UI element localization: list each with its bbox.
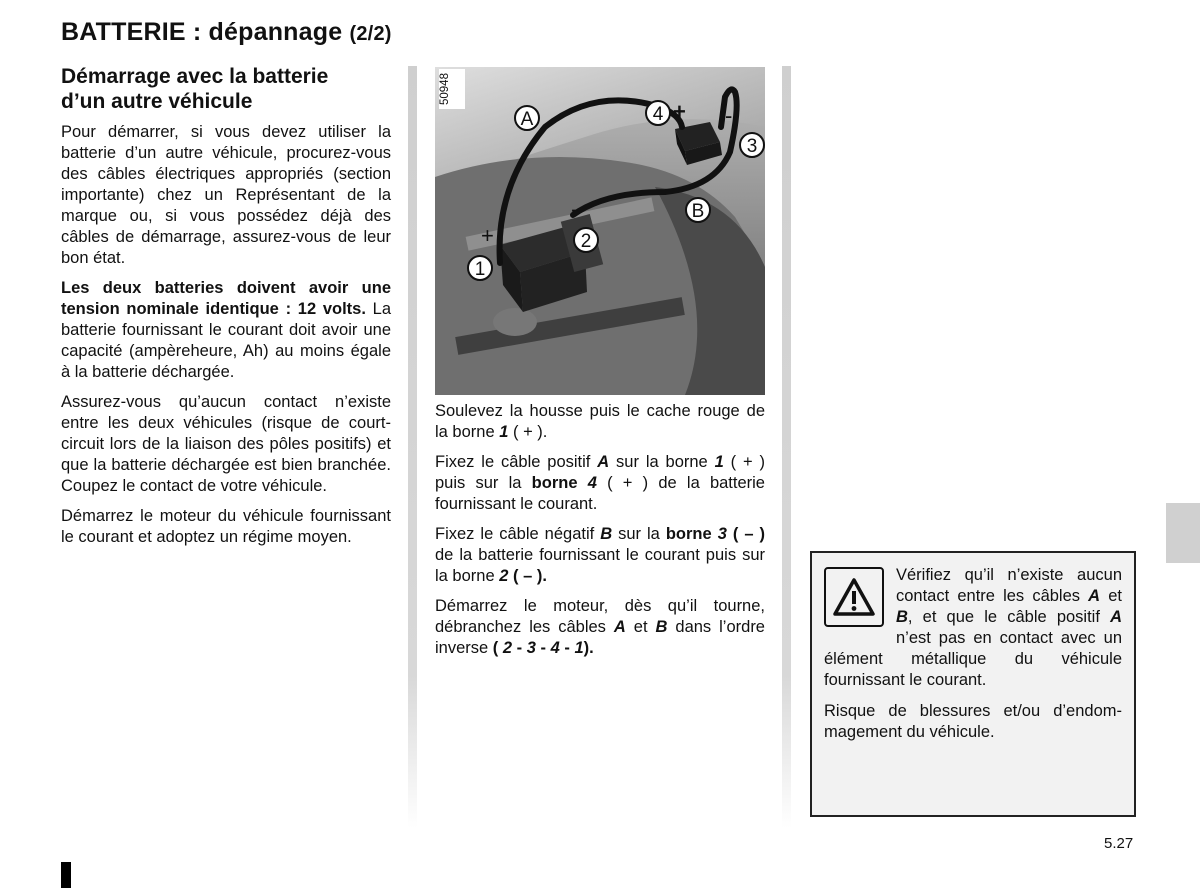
discharged-plus-sign: + <box>481 223 494 248</box>
donor-minus-sign: - <box>725 103 733 128</box>
terminal-1-sign: ( + ). <box>508 423 548 441</box>
warning-triangle-icon <box>824 567 884 627</box>
page-title <box>61 18 392 47</box>
column-divider-right <box>782 66 791 828</box>
terminal-1-ref: 1 <box>499 423 509 441</box>
paragraph-contact: Assurez-vous qu’aucun contact n’existe entre les deux véhicules (risque de court-circuit lors de la liaison des pôles positifs) et que la batterie déchargée est bien branchée. Coupez le contact de votre véhicule. <box>61 393 391 495</box>
paragraph-start-engine: Démarrez le moteur du véhicule fournissant le courant et adoptez un régime moyen. <box>61 507 391 546</box>
page-title-suffix: (2/2) <box>349 23 392 45</box>
section-title <box>61 64 391 114</box>
left-column <box>61 64 391 557</box>
engine-part <box>493 308 537 336</box>
warning-cable-A: A <box>1088 587 1101 605</box>
negative-cable-text-2: sur la <box>612 525 666 543</box>
page-number: 5.27 <box>1104 835 1134 852</box>
terminal-1-ref-2: 1 <box>714 453 724 471</box>
terminal-2-sign: ( – ). <box>508 567 547 585</box>
sequence-1: 1 <box>574 639 584 657</box>
jump-start-illustration <box>435 67 765 395</box>
discharged-minus-sign: - <box>571 196 579 223</box>
terminal-3-sign: ( – ) <box>726 525 765 543</box>
disconnect-text-2: dans l’ordre inverse <box>435 618 765 657</box>
column-divider-left <box>408 66 417 828</box>
disconnect-text: Démarrez le moteur, dès qu’il tourne, débranchez les câbles <box>435 597 765 636</box>
callout-A <box>515 106 539 130</box>
warning-box <box>810 551 1136 817</box>
paragraph-voltage <box>61 278 391 383</box>
callout-3-label: 3 <box>746 136 758 157</box>
callout-1-label: 1 <box>474 259 486 280</box>
callout-2-label: 2 <box>580 231 592 252</box>
donor-plus-sign: + <box>673 99 686 124</box>
warning-cable-A-2: A <box>1110 608 1122 626</box>
warning-text-3: n’est pas en contact avec un élément métallique du véhicule fournissant le courant. <box>824 629 1122 689</box>
negative-cable-text: Fixez le câble négatif <box>435 525 601 543</box>
callout-A-label: A <box>520 109 534 130</box>
terminal-2-ref: 2 <box>499 567 509 585</box>
cable-A-ref-2: A <box>613 618 626 636</box>
negative-cable-text-3: de la batterie fournissant le courant puis sur la borne <box>435 546 765 585</box>
positive-cable-text: Fixez le câble positif <box>435 453 598 471</box>
sequence-open: ( <box>492 639 503 657</box>
terminal-4-ref: 4 <box>587 474 597 492</box>
step-positive-cable <box>435 452 765 515</box>
warning-risk-text: Risque de blessures et/ou d’endommagement du véhicule. <box>824 702 1122 741</box>
cable-B-ref-2: B <box>655 618 668 636</box>
paragraph-intro: Pour démarrer, si vous devez utiliser la batterie d’un autre véhicule, procurez-vous des câbles électriques appropriés (section importante) chez un Représentant de la marque ou, si vous possédez déjà des câbles de démarrage, assurez-vous de leur bon état. <box>61 123 391 267</box>
warning-text-1: Vérifiez qu’il n’existe aucun contact entre les câbles <box>896 566 1122 605</box>
cable-A-ref: A <box>597 453 610 471</box>
borne-bold: borne <box>531 474 578 492</box>
page-title-text: BATTERIE : dépannage <box>61 18 343 46</box>
sequence-4: 4 <box>550 639 560 657</box>
terminal-3-ref: 3 <box>717 525 727 543</box>
callout-3 <box>740 133 764 157</box>
callout-4 <box>646 101 670 125</box>
warning-text-2: , et que le câble positif <box>907 608 1111 626</box>
step-negative-cable <box>435 524 765 587</box>
callout-2 <box>574 228 598 252</box>
figure-number: 50948 <box>439 69 465 109</box>
sequence-2: 2 <box>502 639 513 657</box>
positive-cable-text-4: ( + ) de la batterie fournissant le courant. <box>435 474 765 513</box>
positive-cable-text-3: ( + ) puis sur la <box>435 453 765 492</box>
cable-B-ref: B <box>600 525 613 543</box>
step-disconnect <box>435 596 765 659</box>
chapter-thumb-tab <box>1166 503 1200 563</box>
sequence-dash-2: - <box>535 639 551 657</box>
corner-crop-mark <box>61 862 71 888</box>
callout-B-label: B <box>691 201 705 222</box>
sequence-3: 3 <box>526 639 536 657</box>
disconnect-and: et <box>625 618 656 636</box>
voltage-capacity-text: La batterie fournissant le courant doit avoir une capacité (ampèreheure, Ah) au moins égale à la batterie déchargée. <box>61 300 392 381</box>
step-lift-cover-text: Soulevez la housse puis le cache rouge de la borne <box>435 402 765 441</box>
disconnect-sequence <box>493 639 594 657</box>
sequence-dash-1: - <box>512 639 527 657</box>
positive-cable-text-2: sur la borne <box>609 453 715 471</box>
warning-and: et <box>1100 587 1122 605</box>
section-title-line1: Démarrage avec la batterie <box>61 65 329 88</box>
callout-4-label: 4 <box>652 104 664 125</box>
callout-1 <box>468 256 492 280</box>
step-lift-cover <box>435 401 765 443</box>
voltage-warning-bold: Les deux batteries doivent avoir une tension nominale identique : 12 volts. <box>61 279 391 318</box>
middle-column <box>435 401 765 668</box>
sequence-close: ). <box>583 639 594 657</box>
borne-bold-2: borne <box>665 525 712 543</box>
warning-cable-B: B <box>896 608 908 626</box>
callout-B <box>686 198 710 222</box>
sequence-dash-3: - <box>559 639 575 657</box>
section-title-line2: d’un autre véhicule <box>61 90 253 113</box>
